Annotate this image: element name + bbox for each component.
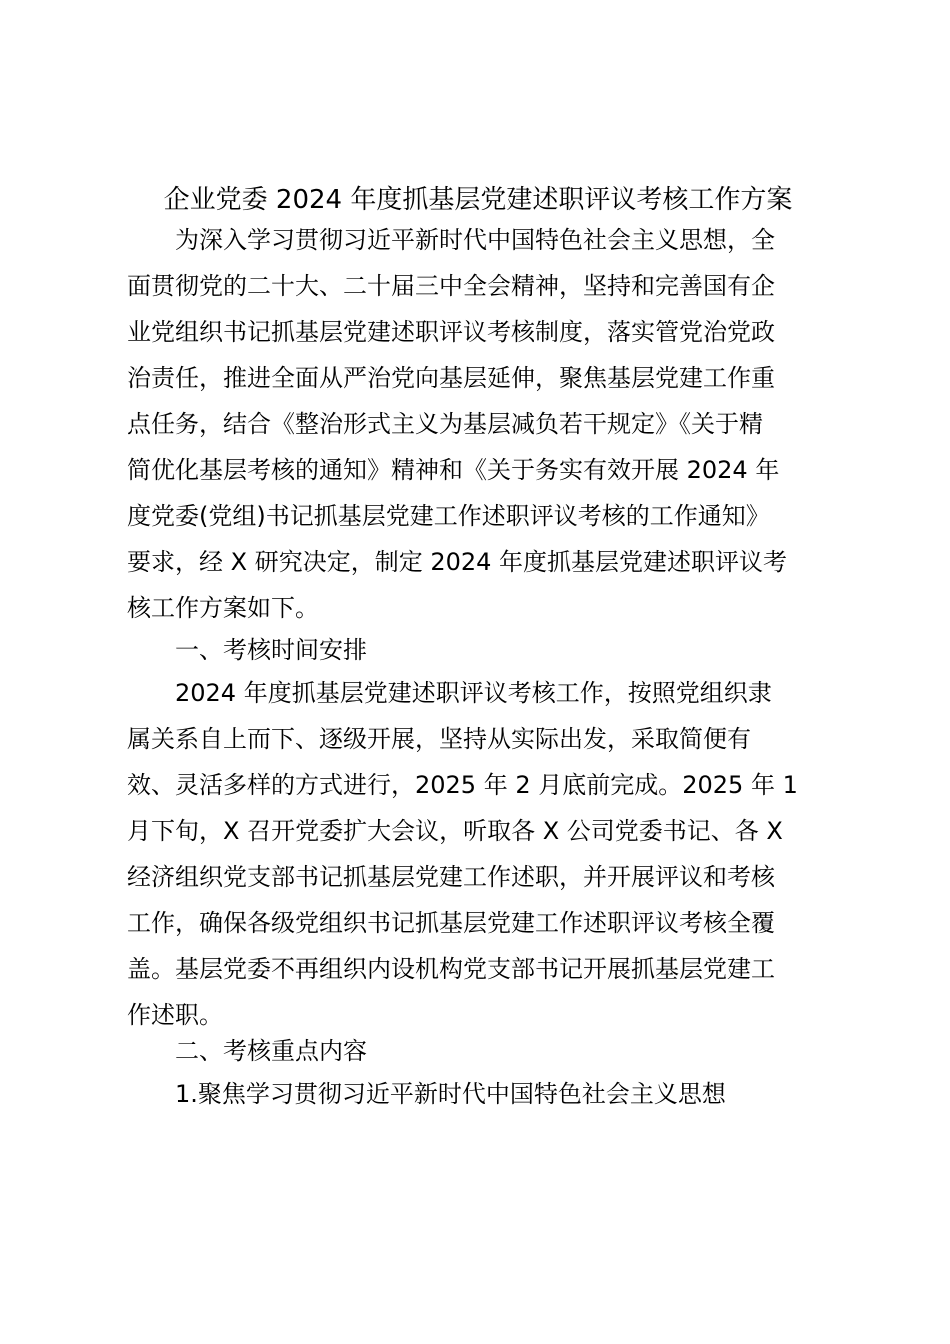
section1-line: 作述职。: [127, 1001, 223, 1029]
section1-line: 2024 年度抓基层党建述职评议考核工作，按照党组织隶: [175, 679, 772, 707]
section2-heading: [127, 1028, 823, 1074]
section2-item: [127, 1071, 823, 1117]
intro-line: 度党委(党组)书记抓基层党建工作述职评议考核的工作通知》: [127, 502, 770, 530]
intro-line: 简优化基层考核的通知》精神和《关于务实有效开展 2024 年: [127, 456, 780, 484]
section1-line: 工作，确保各级党组织书记抓基层党建工作述职评议考核全覆: [127, 909, 775, 937]
section1-line: 盖。基层党委不再组织内设机构党支部书记开展抓基层党建工: [127, 955, 775, 983]
section2-heading-text: 二、考核重点内容: [175, 1037, 367, 1065]
section1-paragraph: [127, 670, 823, 1038]
intro-line: 治责任，推进全面从严治党向基层延伸，聚焦基层党建工作重: [127, 364, 775, 392]
intro-paragraph: [127, 217, 823, 631]
section1-heading-text: 一、考核时间安排: [175, 636, 367, 664]
intro-line: 业党组织书记抓基层党建述职评议考核制度，落实管党治党政: [127, 318, 775, 346]
section1-line: 效、灵活多样的方式进行，2025 年 2 月底前完成。2025 年 1: [127, 771, 798, 799]
section1-line: 属关系自上而下、逐级开展，坚持从实际出发，采取简便有: [127, 725, 751, 753]
intro-line: 要求，经 X 研究决定，制定 2024 年度抓基层党建述职评议考: [127, 548, 788, 576]
intro-line: 面贯彻党的二十大、二十届三中全会精神，坚持和完善国有企: [127, 272, 775, 300]
section1-line: 月下旬，X 召开党委扩大会议，听取各 X 公司党委书记、各 X: [127, 817, 783, 845]
section1-heading: [127, 627, 823, 673]
intro-line: 为深入学习贯彻习近平新时代中国特色社会主义思想，全: [175, 226, 775, 254]
section1-line: 经济组织党支部书记抓基层党建工作述职，并开展评议和考核: [127, 863, 775, 891]
intro-line: 核工作方案如下。: [127, 594, 319, 622]
intro-line: 点任务，结合《整治形式主义为基层减负若干规定》《关于精: [127, 410, 763, 438]
section2-item-text: 1.聚焦学习贯彻习近平新时代中国特色社会主义思想: [175, 1080, 726, 1108]
document-title: 企业党委 2024 年度抓基层党建述职评议考核工作方案: [163, 185, 793, 215]
